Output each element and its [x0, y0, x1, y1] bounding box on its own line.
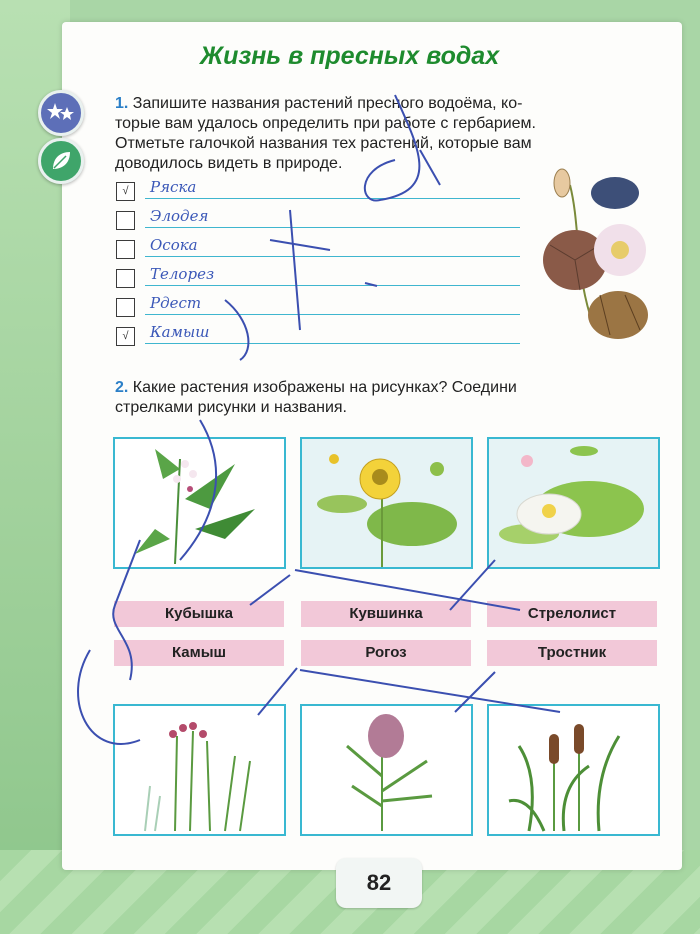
label-strelolist[interactable]: Стрелолист: [487, 601, 657, 627]
check-mark: √: [122, 185, 129, 197]
answer-text-3[interactable]: Осока: [150, 236, 198, 254]
task1-text-line3: Отметьте галочкой названия тех растений, которые вам: [115, 135, 532, 152]
task2-number: 2.: [115, 379, 129, 396]
task2-text-line1: Какие растения изображены на рисунках? Соедини: [132, 379, 517, 396]
task2-text-line2: стрелками рисунки и названия.: [115, 399, 347, 416]
page-number: 82: [336, 858, 422, 908]
answer-text-6[interactable]: Камыш: [150, 323, 210, 341]
label-trostnik[interactable]: Тростник: [487, 640, 657, 666]
task1-text-line4: доводилось видеть в природе.: [115, 155, 343, 172]
page-title: Жизнь в пресных водах: [200, 42, 500, 70]
label-kubyshka[interactable]: Кубышка: [114, 601, 284, 627]
task1-number: 1.: [115, 95, 129, 112]
answer-text-2[interactable]: Элодея: [150, 207, 209, 225]
label-rogoz[interactable]: Рогоз: [301, 640, 471, 666]
check-mark: √: [122, 330, 129, 342]
label-kuvshinka[interactable]: Кувшинка: [301, 601, 471, 627]
task1-text-line2: торые вам удалось определить при работе с гербарием.: [115, 115, 536, 132]
task1-text-line1: Запишите названия растений пресного водоёма, ко-: [132, 95, 523, 112]
answer-text-1[interactable]: Ряска: [150, 178, 197, 196]
answer-text-5[interactable]: Рдест: [150, 294, 202, 312]
answer-text-4[interactable]: Телорез: [150, 265, 215, 283]
label-kamysh[interactable]: Камыш: [114, 640, 284, 666]
